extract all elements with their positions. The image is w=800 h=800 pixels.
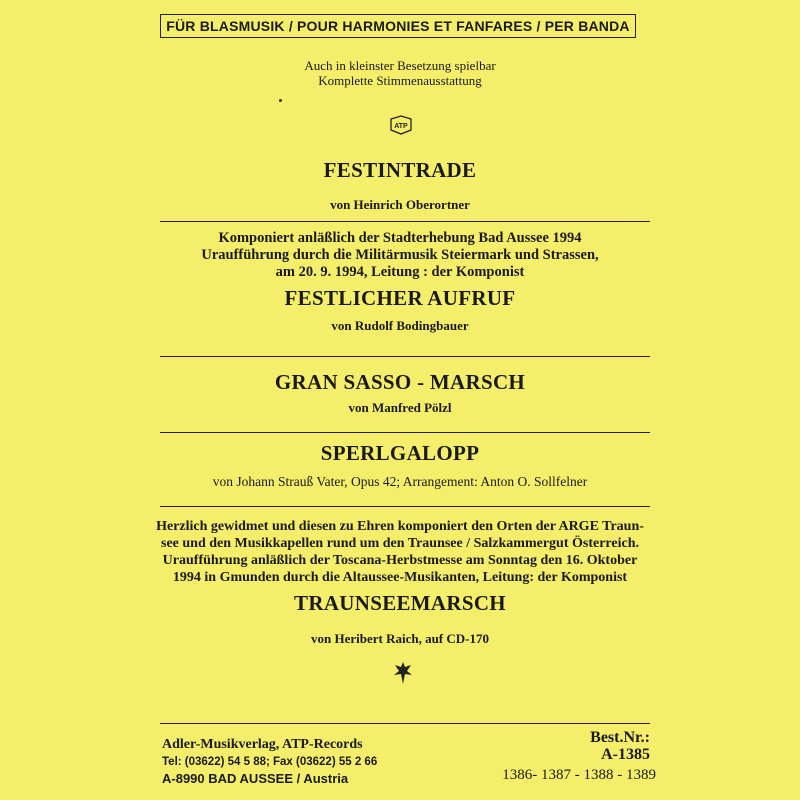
svg-text:ATP: ATP <box>394 123 408 130</box>
publisher-address: A-8990 BAD AUSSEE / Austria <box>162 771 349 786</box>
piece-composer-festlicher-aufruf: von Rudolf Bodingbauer <box>331 318 469 333</box>
intro-line-2: Komplette Stimmenausstattung <box>318 73 482 88</box>
piece-note-line: Uraufführung durch die Militärmusik Steiermark und Strassen, <box>201 247 599 263</box>
piece-composer-gran-sasso: von Manfred Pölzl <box>348 400 452 415</box>
divider <box>160 432 650 433</box>
order-block <box>540 729 650 764</box>
piece-note-line: see und den Musikkapellen rund um den Traunsee / Salzkammergut Österreich. <box>161 536 639 551</box>
divider <box>160 723 650 724</box>
divider <box>160 356 650 357</box>
adler-eagle-icon <box>392 660 414 686</box>
divider <box>160 506 650 507</box>
order-number: A-1385 <box>601 746 650 763</box>
piece-title-gran-sasso: GRAN SASSO - MARSCH <box>274 370 526 394</box>
piece-note-line: Uraufführung anläßlich der Toscana-Herbstmesse am Sonntag den 16. Oktober <box>162 553 638 568</box>
atp-logo-icon <box>389 115 413 135</box>
piece-title-traunseemarsch: TRAUNSEEMARSCH <box>294 591 506 615</box>
catalog-numbers: 1386- 1387 - 1388 - 1389 <box>502 767 656 783</box>
piece-note-line: am 20. 9. 1994, Leitung : der Komponist <box>275 264 525 280</box>
publisher-name: Adler-Musikverlag, ATP-Records <box>162 737 363 752</box>
publisher-block <box>162 737 377 786</box>
piece-note-line: Komponiert anläßlich der Stadterhebung Bad Aussee 1994 <box>218 230 582 246</box>
banner-title: FÜR BLASMUSIK / POUR HARMONIES ET FANFARES / PER BANDA <box>160 14 636 38</box>
piece-note-line: Herzlich gewidmet und diesen zu Ehren komponiert den Orten der ARGE Traun- <box>156 519 644 534</box>
decorative-dot <box>279 99 282 102</box>
piece-title-festintrade: FESTINTRADE <box>323 158 477 182</box>
order-label: Best.Nr.: <box>590 729 650 746</box>
publisher-phone: Tel: (03622) 54 5 88; Fax (03622) 55 2 66 <box>162 756 378 768</box>
piece-composer-traunseemarsch: von Heribert Raich, auf CD-170 <box>310 631 489 646</box>
piece-composer-festintrade: von Heinrich Oberortner <box>330 197 470 212</box>
intro-line-1: Auch in kleinster Besetzung spielbar <box>304 58 496 73</box>
piece-note-line: 1994 in Gmunden durch die Altaussee-Musikanten, Leitung: der Komponist <box>172 570 628 585</box>
divider <box>160 221 650 222</box>
piece-title-festlicher-aufruf: FESTLICHER AUFRUF <box>284 286 516 310</box>
piece-title-sperlgalopp: SPERLGALOPP <box>320 441 480 465</box>
piece-composer-sperlgalopp: von Johann Strauß Vater, Opus 42; Arrangement: Anton O. Sollfelner <box>212 474 588 489</box>
